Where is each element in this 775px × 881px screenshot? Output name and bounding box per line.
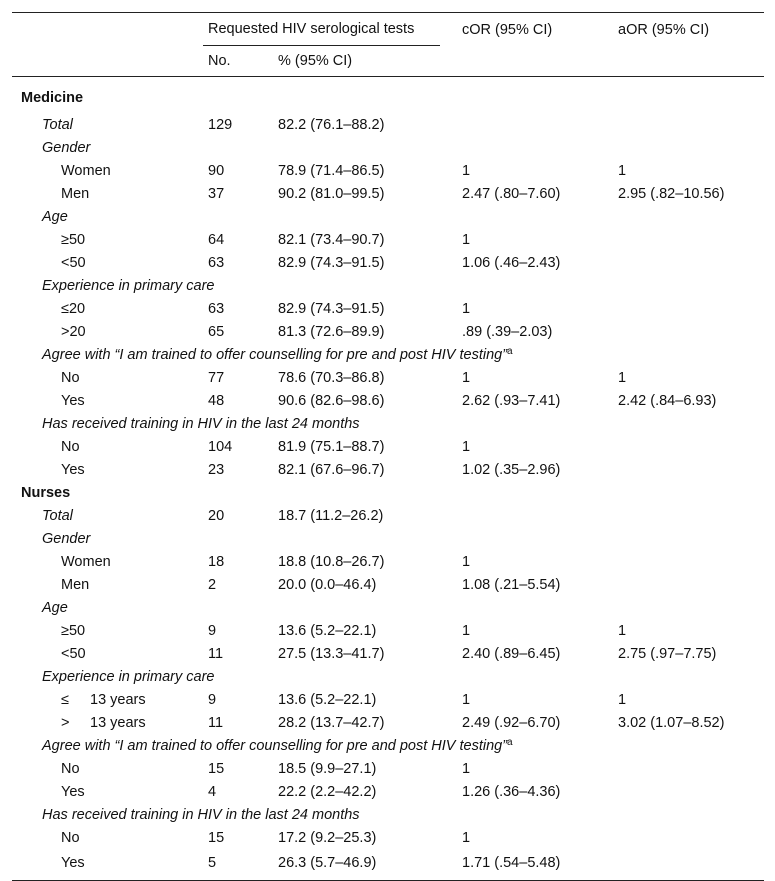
pct-cell: 90.2 (81.0–99.5) — [278, 185, 385, 202]
cor-cell: .89 (.39–2.03) — [462, 323, 553, 340]
count-cell: 90 — [208, 162, 225, 179]
cor-cell: 1 — [462, 691, 471, 708]
cor-cell: 1 — [462, 553, 471, 570]
pct-cell: 82.1 (73.4–90.7) — [278, 231, 385, 248]
row-label — [12, 849, 203, 881]
section-title-row — [12, 481, 764, 504]
table-row — [12, 251, 764, 274]
count-cell: 23 — [208, 461, 225, 478]
section-title: Nurses — [21, 484, 71, 501]
header-cor: cOR (95% CI) — [450, 13, 603, 47]
header-empty-cell-2 — [12, 46, 203, 77]
pct-cell: 27.5 (13.3–41.7) — [278, 645, 385, 662]
aor-cell — [603, 435, 764, 458]
category-label — [12, 343, 764, 366]
count-cell: 104 — [208, 438, 233, 455]
footnote-marker: a — [507, 737, 513, 748]
category-label — [12, 205, 764, 228]
aor-cell: 3.02 (1.07–8.52) — [618, 714, 725, 731]
category-label-text: Has received training in HIV in the last 24 months — [42, 806, 360, 823]
category-row — [12, 665, 764, 688]
header-pct: % (95% CI) — [278, 46, 450, 77]
pct-cell: 22.2 (2.2–42.2) — [278, 783, 377, 800]
pct-cell: 18.5 (9.9–27.1) — [278, 760, 377, 777]
comparison-sign: ≤ — [61, 691, 69, 708]
aor-cell — [603, 550, 764, 573]
cor-cell — [450, 113, 603, 136]
header-no: No. — [203, 46, 278, 77]
count-cell: 11 — [208, 645, 224, 662]
count-cell: 4 — [208, 783, 217, 800]
header-empty-cell-3 — [450, 46, 603, 77]
pct-cell: 20.0 (0.0–46.4) — [278, 576, 377, 593]
category-label-text: Agree with “I am trained to offer counselling for pre and post HIV testing” — [42, 738, 508, 754]
header-group-label — [203, 13, 450, 47]
count-cell: 15 — [208, 829, 225, 846]
table-row — [12, 688, 764, 711]
header-row-1 — [12, 13, 764, 47]
category-label — [12, 527, 764, 550]
category-row — [12, 205, 764, 228]
footnote-marker: a — [507, 346, 513, 357]
row-label-text: Women — [61, 553, 111, 570]
category-row — [12, 527, 764, 550]
aor-cell: 1 — [618, 369, 627, 386]
category-label-text: Gender — [42, 530, 91, 547]
section-title: Medicine — [21, 90, 84, 106]
table-row — [12, 113, 764, 136]
aor-cell — [603, 573, 764, 596]
row-label — [12, 826, 203, 849]
cor-cell: 2.62 (.93–7.41) — [462, 392, 561, 409]
category-label-text: Agree with “I am trained to offer counselling for pre and post HIV testing” — [42, 347, 508, 363]
count-cell: 9 — [208, 622, 217, 639]
count-cell: 129 — [208, 116, 233, 133]
cor-cell: 2.49 (.92–6.70) — [462, 714, 561, 731]
category-label — [12, 136, 764, 159]
row-label — [12, 389, 203, 412]
aor-cell: 2.95 (.82–10.56) — [618, 185, 725, 202]
category-row — [12, 343, 764, 366]
table-row — [12, 780, 764, 803]
comparison-sign: > — [61, 323, 70, 340]
total-label: Total — [42, 116, 73, 133]
row-label — [12, 573, 203, 596]
aor-cell: 2.42 (.84–6.93) — [618, 392, 717, 409]
row-label — [12, 642, 203, 665]
category-label — [12, 596, 764, 619]
category-row — [12, 596, 764, 619]
table-row — [12, 826, 764, 849]
row-label — [12, 458, 203, 481]
category-label-text: Has received training in HIV in the last 24 months — [42, 415, 360, 432]
row-label-text: 13 years — [90, 714, 146, 731]
pct-cell: 26.3 (5.7–46.9) — [278, 849, 450, 881]
table-row — [12, 711, 764, 734]
row-label-text: Yes — [61, 783, 85, 800]
table-row — [12, 389, 764, 412]
aor-cell — [603, 826, 764, 849]
count-cell: 65 — [208, 323, 225, 340]
cor-cell: 1 — [462, 760, 471, 777]
cor-cell: 1 — [462, 438, 471, 455]
count-cell: 20 — [208, 507, 225, 524]
row-label — [12, 182, 203, 205]
cor-cell — [450, 504, 603, 527]
row-label — [12, 619, 203, 642]
aor-cell — [603, 849, 764, 881]
total-label: Total — [42, 507, 73, 524]
aor-cell — [603, 251, 764, 274]
count-cell: 37 — [208, 185, 225, 202]
row-label — [12, 366, 203, 389]
category-label — [12, 665, 764, 688]
row-label — [12, 711, 203, 734]
count-cell: 2 — [208, 576, 217, 593]
row-label-text: Men — [61, 185, 90, 202]
cor-cell: 1.71 (.54–5.48) — [450, 849, 603, 881]
pct-cell: 82.9 (74.3–91.5) — [278, 300, 385, 317]
section-title-row — [12, 77, 764, 114]
aor-cell: 2.75 (.97–7.75) — [618, 645, 717, 662]
category-row — [12, 412, 764, 435]
pct-cell: 78.6 (70.3–86.8) — [278, 369, 385, 386]
pct-cell: 81.9 (75.1–88.7) — [278, 438, 385, 455]
aor-cell — [603, 458, 764, 481]
count-cell: 63 — [208, 254, 225, 271]
group-label-text: Requested HIV serological tests — [203, 14, 440, 46]
cor-cell: 1.02 (.35–2.96) — [462, 461, 561, 478]
pct-cell: 28.2 (13.7–42.7) — [278, 714, 385, 731]
hiv-table-container — [12, 12, 764, 881]
row-label-text: No — [61, 829, 80, 846]
header-empty-cell-4 — [603, 46, 764, 77]
pct-cell: 81.3 (72.6–89.9) — [278, 323, 385, 340]
aor-cell: 1 — [618, 622, 627, 639]
category-row — [12, 136, 764, 159]
pct-cell: 82.1 (67.6–96.7) — [278, 461, 385, 478]
row-label-text: 20 — [68, 300, 86, 317]
pct-cell: 82.2 (76.1–88.2) — [278, 116, 385, 133]
count-cell: 48 — [208, 392, 225, 409]
row-label-text: 20 — [69, 323, 86, 340]
pct-cell: 13.6 (5.2–22.1) — [278, 622, 377, 639]
aor-cell: 1 — [618, 691, 627, 708]
row-label — [12, 159, 203, 182]
aor-cell — [603, 504, 764, 527]
table-body — [12, 77, 764, 881]
row-label-text: No — [61, 760, 80, 777]
pct-cell: 18.8 (10.8–26.7) — [278, 553, 385, 570]
row-label — [12, 550, 203, 573]
table-row — [12, 849, 764, 881]
comparison-sign: > — [61, 714, 70, 731]
cor-cell: 1.06 (.46–2.43) — [462, 254, 561, 271]
cor-cell: 1.26 (.36–4.36) — [462, 783, 561, 800]
pct-cell: 13.6 (5.2–22.1) — [278, 691, 377, 708]
pct-cell: 82.9 (74.3–91.5) — [278, 254, 385, 271]
table-row — [12, 182, 764, 205]
row-label-text: No — [61, 438, 80, 455]
table-row — [12, 757, 764, 780]
category-label-text: Age — [42, 208, 68, 225]
comparison-sign: ≤ — [61, 300, 69, 317]
count-cell: 15 — [208, 760, 225, 777]
header-empty-cell — [12, 13, 203, 47]
row-label-text: 13 years — [90, 691, 146, 708]
count-cell: 63 — [208, 300, 225, 317]
table-row — [12, 619, 764, 642]
row-label-text: Women — [61, 162, 111, 179]
category-row — [12, 734, 764, 757]
table-row — [12, 458, 764, 481]
hiv-testing-table — [12, 12, 764, 881]
row-label-text: Yes — [61, 461, 85, 478]
table-row — [12, 228, 764, 251]
row-label — [12, 757, 203, 780]
row-label — [12, 297, 203, 320]
cor-cell: 1 — [462, 622, 471, 639]
row-label — [12, 435, 203, 458]
cor-cell: 1 — [462, 829, 471, 846]
row-label-text: <50 — [61, 254, 86, 271]
row-label-text: Men — [61, 576, 90, 593]
row-label — [12, 228, 203, 251]
table-row — [12, 550, 764, 573]
count-cell: 11 — [208, 714, 224, 731]
aor-cell: 1 — [618, 162, 627, 179]
category-label-text: Experience in primary care — [42, 277, 215, 294]
category-label — [12, 734, 764, 757]
table-row — [12, 320, 764, 343]
cor-cell: 1 — [462, 300, 471, 317]
category-label-text: Gender — [42, 139, 91, 156]
cor-cell: 2.47 (.80–7.60) — [462, 185, 561, 202]
row-label — [12, 251, 203, 274]
row-label — [12, 688, 203, 711]
row-label-text: ≥50 — [61, 231, 86, 248]
row-label-text: Yes — [61, 854, 85, 871]
category-row — [12, 274, 764, 297]
table-row — [12, 642, 764, 665]
category-label-text: Experience in primary care — [42, 668, 215, 685]
table-row — [12, 435, 764, 458]
aor-cell — [603, 757, 764, 780]
pct-cell: 90.6 (82.6–98.6) — [278, 392, 385, 409]
count-cell: 64 — [208, 231, 225, 248]
cor-cell: 1 — [462, 162, 471, 179]
table-row — [12, 573, 764, 596]
count-cell: 9 — [208, 691, 217, 708]
pct-cell: 17.2 (9.2–25.3) — [278, 829, 377, 846]
cor-cell: 1 — [462, 231, 471, 248]
row-label — [12, 320, 203, 343]
aor-cell — [603, 228, 764, 251]
category-row — [12, 803, 764, 826]
aor-cell — [603, 320, 764, 343]
count-cell: 18 — [208, 553, 225, 570]
category-label-text: Age — [42, 599, 68, 616]
aor-cell — [603, 780, 764, 803]
table-row — [12, 297, 764, 320]
category-label — [12, 412, 764, 435]
count-cell: 5 — [203, 849, 278, 881]
row-label-text: No — [61, 369, 80, 386]
category-label — [12, 274, 764, 297]
aor-cell — [603, 113, 764, 136]
pct-cell: 18.7 (11.2–26.2) — [278, 507, 384, 524]
table-row — [12, 159, 764, 182]
table-row — [12, 366, 764, 389]
count-cell: 77 — [208, 369, 225, 386]
category-label — [12, 803, 764, 826]
row-label-text: Yes — [61, 392, 85, 409]
aor-cell — [603, 297, 764, 320]
cor-cell: 1 — [462, 369, 471, 386]
row-label — [12, 780, 203, 803]
row-label-text: ≥50 — [61, 622, 86, 639]
cor-cell: 2.40 (.89–6.45) — [462, 645, 561, 662]
header-aor: aOR (95% CI) — [603, 13, 764, 47]
cor-cell: 1.08 (.21–5.54) — [462, 576, 561, 593]
row-label-text: <50 — [61, 645, 86, 662]
table-row — [12, 504, 764, 527]
header-row-2 — [12, 46, 764, 77]
pct-cell: 78.9 (71.4–86.5) — [278, 162, 385, 179]
